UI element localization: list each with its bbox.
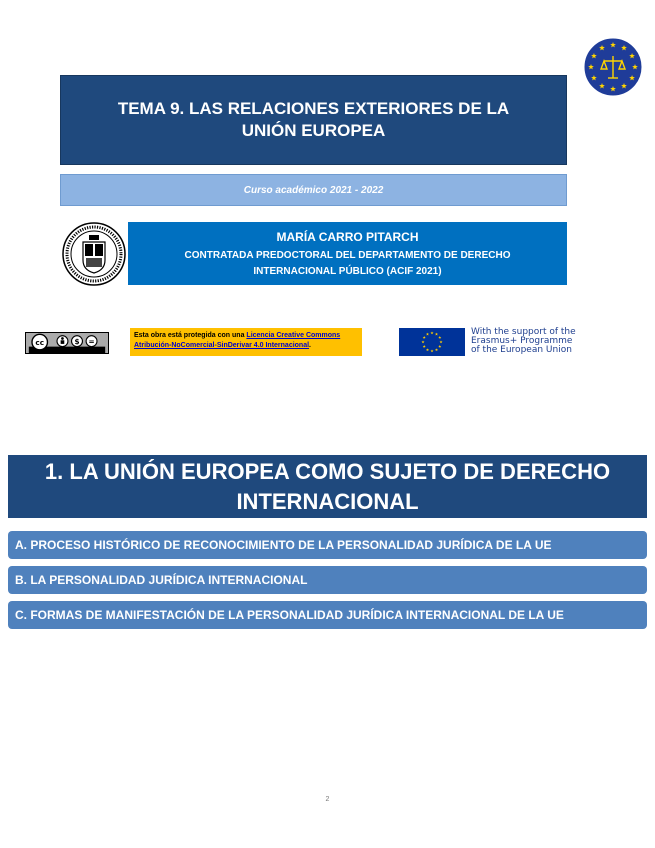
- list-item[interactable]: B. LA PERSONALIDAD JURÍDICA INTERNACIONAL: [8, 566, 647, 594]
- presentation-title: TEMA 9. LAS RELACIONES EXTERIORES DE LA UNIÓN EUROPEA: [60, 75, 567, 165]
- creative-commons-badge-icon[interactable]: [25, 332, 109, 354]
- eu-flag-icon: [399, 328, 465, 356]
- license-suffix: .: [309, 342, 311, 349]
- svg-text:=: =: [88, 336, 95, 346]
- license-link-cc[interactable]: Licencia Creative Commons: [246, 332, 341, 339]
- university-seal-icon: [62, 222, 126, 286]
- list-item[interactable]: C. FORMAS DE MANIFESTACIÓN DE LA PERSONALIDAD JURÍDICA INTERNACIONAL DE LA UE: [8, 601, 647, 629]
- author-name: MARÍA CARRO PITARCH: [276, 230, 419, 244]
- erasmus-line-3: of the European Union: [471, 345, 572, 355]
- erasmus-line-2: Erasmus+ Programme: [471, 336, 573, 346]
- svg-text:$: $: [74, 336, 80, 346]
- page-number: 2: [325, 796, 330, 803]
- eu-law-seal-icon: [583, 37, 643, 97]
- license-notice: [130, 328, 362, 356]
- list-item[interactable]: A. PROCESO HISTÓRICO DE RECONOCIMIENTO DE LA PERSONALIDAD JURÍDICA DE LA UE: [8, 531, 647, 559]
- course-year: Curso académico 2021 - 2022: [60, 174, 567, 206]
- license-prefix: Esta obra está protegida con una: [134, 332, 247, 339]
- author-box: [128, 222, 567, 285]
- svg-text:cc: cc: [35, 337, 45, 347]
- license-link-terms[interactable]: Atribución-NoComercial-SinDerivar 4.0 Internacional: [134, 342, 310, 349]
- erasmus-support-text: [471, 328, 621, 358]
- section-heading: 1. LA UNIÓN EUROPEA COMO SUJETO DE DERECHO INTERNACIONAL: [8, 455, 647, 518]
- author-role: CONTRATADA PREDOCTORAL DEL DEPARTAMENTO DE DERECHO INTERNACIONAL PÚBLICO (ACIF 2021): [184, 250, 511, 277]
- erasmus-line-1: With the support of the: [471, 327, 576, 337]
